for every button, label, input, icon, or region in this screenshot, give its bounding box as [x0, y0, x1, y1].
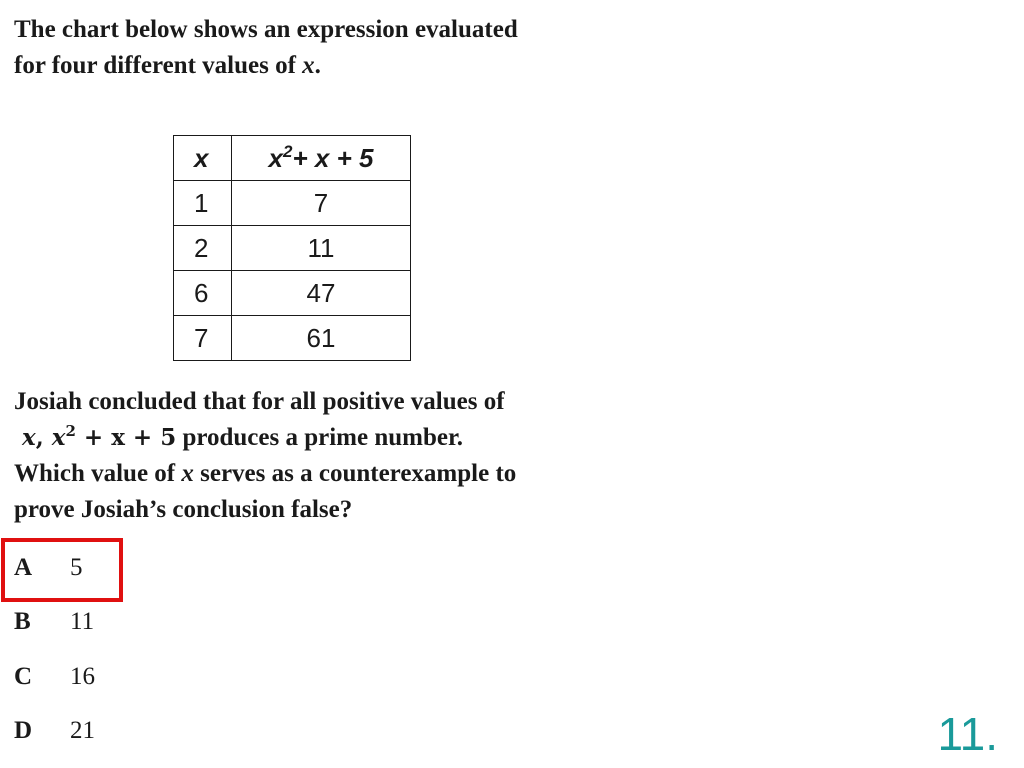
table-row [174, 226, 411, 271]
intro-line-1: The chart below shows an expression evaluated [14, 16, 518, 43]
table-cell-value: 47 [232, 271, 411, 316]
choice-letter: B [14, 608, 31, 635]
table-row [174, 181, 411, 226]
table-header-row [174, 136, 411, 181]
intro-variable: x [302, 52, 315, 79]
question-variable: x [22, 424, 36, 451]
answer-choice-b[interactable] [14, 607, 94, 637]
answer-choice-c[interactable] [14, 662, 95, 692]
table-cell-x: 7 [174, 316, 232, 361]
header-expr-rest: + x + 5 [292, 142, 374, 173]
choice-letter: A [14, 554, 33, 581]
question-separator: , [35, 424, 52, 451]
intro-line-2 [14, 48, 674, 84]
choice-value: 5 [70, 554, 83, 581]
table-cell-value: 11 [232, 226, 411, 271]
table-row [174, 271, 411, 316]
question-line-3-prefix: Which value of [14, 460, 182, 487]
table-cell-value: 7 [232, 181, 411, 226]
question-text [14, 384, 694, 528]
table-row [174, 316, 411, 361]
values-table [173, 135, 411, 361]
intro-period: . [314, 52, 321, 79]
answer-choice-a[interactable] [14, 553, 83, 583]
choice-value: 11 [70, 608, 95, 635]
choice-letter: D [14, 717, 33, 744]
table-cell-value: 61 [232, 316, 411, 361]
answer-choice-d[interactable] [14, 716, 95, 746]
question-line-3 [14, 456, 694, 492]
question-line-3-suffix: serves as a counterexample to [193, 460, 517, 487]
problem-intro [14, 12, 674, 84]
expression-rest: + x + 5 [75, 424, 177, 451]
expression-exponent: 2 [65, 422, 76, 440]
header-expr-exponent: 2 [283, 141, 293, 161]
header-expression [232, 136, 411, 181]
table-cell-x: 1 [174, 181, 232, 226]
question-line-4: prove Josiah’s conclusion false? [14, 496, 353, 523]
header-x: x [174, 136, 232, 181]
question-line-2-text: produces a prime number. [176, 424, 464, 451]
question-math-inline [14, 424, 176, 451]
question-line-3-variable: x [181, 460, 194, 487]
header-expr-base: x [268, 142, 284, 173]
choice-value: 16 [70, 663, 95, 690]
intro-line-2-text: for four different values of [14, 52, 303, 79]
slide-number: 11. [937, 708, 998, 760]
choice-value: 21 [70, 717, 95, 744]
choice-letter: C [14, 663, 33, 690]
question-line-1: Josiah concluded that for all positive values of [14, 388, 505, 415]
expression-base: x [51, 424, 66, 451]
question-line-2 [14, 420, 694, 456]
table-cell-x: 6 [174, 271, 232, 316]
table-cell-x: 2 [174, 226, 232, 271]
